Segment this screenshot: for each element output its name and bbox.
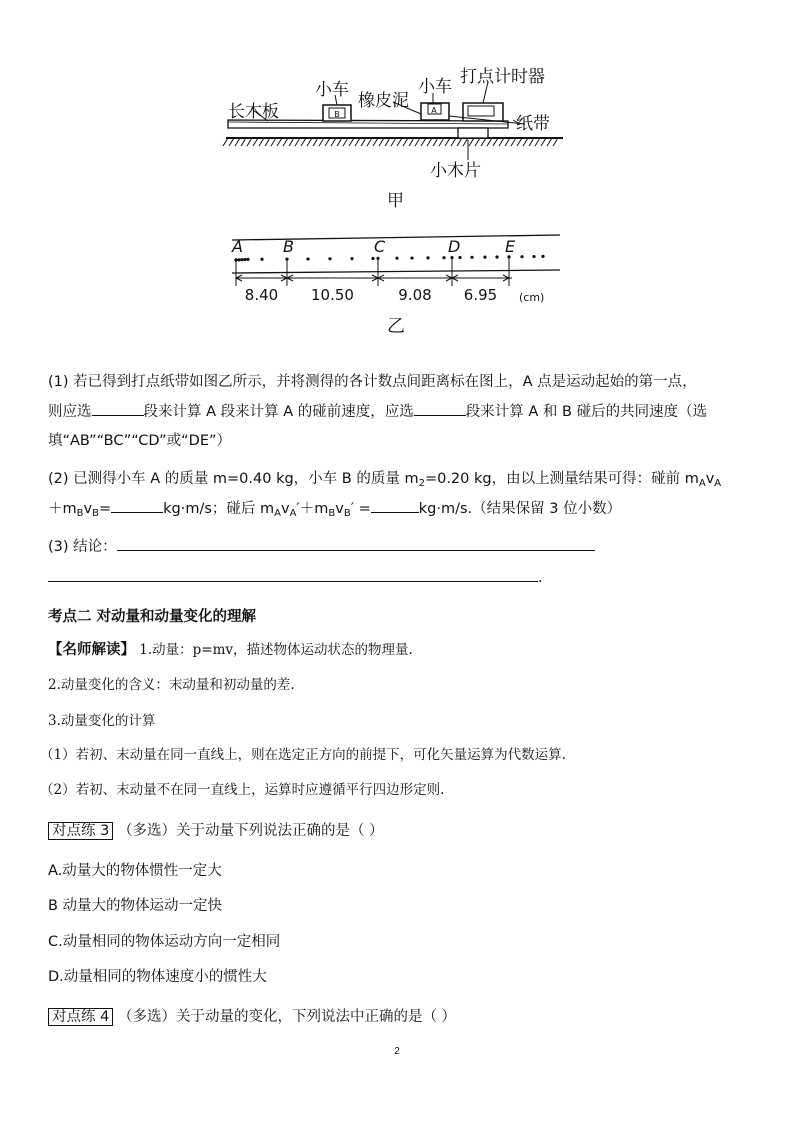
tape-dot	[426, 256, 429, 259]
tape-dot	[371, 257, 374, 260]
tape-dot	[246, 258, 249, 261]
q2-sub-2: 2	[418, 478, 425, 489]
caption-jia: 甲	[387, 191, 404, 211]
q3-end: .	[538, 570, 543, 586]
q2-blank-2[interactable]	[371, 497, 419, 513]
page-number: 2	[394, 1046, 400, 1057]
q1-line1: (1) 若已得到打点纸带如图乙所示，并将测得的各计数点间距离标在图上，A 点是运动起始的第一点，	[48, 374, 697, 390]
tape-dot	[483, 256, 486, 259]
q1-text-a: 则应选	[48, 404, 92, 420]
q1-line2	[48, 400, 707, 423]
tape-dot	[541, 255, 544, 258]
tape-dot	[240, 258, 243, 261]
count-points	[231, 237, 516, 286]
practice3-question: （多选）关于动量下列说法正确的是（ ）	[113, 823, 384, 839]
q3-label: (3) 结论：	[48, 539, 117, 555]
q2-blank-1[interactable]	[111, 497, 163, 513]
tape-dot	[495, 255, 498, 258]
wood-block	[458, 128, 488, 138]
q1-blank-1[interactable]	[92, 400, 144, 416]
q2-sub-a1: A	[698, 478, 706, 489]
tape-dot	[306, 257, 309, 260]
tape-bottom-edge	[232, 270, 560, 273]
note-item1	[48, 639, 413, 661]
point-label-d: D	[448, 237, 461, 256]
q2-text-a: (2) 已测得小车 A 的质量 m=0.40 kg，小车 B 的质量 m	[48, 471, 419, 487]
segment-length: 8.40	[244, 286, 279, 304]
note-item3-1: （1）若初、末动量在同一直线上，则在选定正方向的前提下，可化矢量运算为代数运算.	[40, 747, 566, 763]
practice3-option-a[interactable]: A.动量大的物体惯性一定大	[48, 863, 222, 879]
q1-line3: 填“AB”“BC”“CD”或“DE”）	[48, 433, 232, 449]
q3-line2	[48, 566, 543, 589]
tape-dot	[520, 255, 523, 258]
point-label-a: A	[232, 237, 243, 256]
q1-blank-2[interactable]	[414, 400, 466, 416]
tape-dot	[532, 255, 535, 258]
practice3-option-c[interactable]: C.动量相同的物体运动方向一定相同	[48, 934, 281, 950]
q2-sub-a2: A	[714, 478, 722, 489]
q1-text-c: 段来计算 A 和 B 碰后的共同速度（选	[465, 404, 708, 420]
label-wood-block: 小木片	[430, 161, 481, 181]
q2-text-b: =0.20 kg，由以上测量结果可得：碰前 m	[424, 471, 699, 487]
label-long-board: 长木板	[228, 102, 279, 122]
practice4-stem	[48, 1006, 456, 1028]
practice4-question: （多选）关于动量的变化，下列说法中正确的是（ ）	[113, 1009, 457, 1025]
tape-dot	[458, 256, 461, 259]
q2-text-c: ＋m	[48, 501, 77, 517]
tape-dot	[395, 257, 398, 260]
tape-dot	[470, 256, 473, 259]
note-item2: 2.动量变化的含义：末动量和初动量的差.	[48, 677, 295, 693]
practice3-option-b[interactable]: B 动量大的物体运动一定快	[48, 898, 223, 914]
car-a-letter: A	[431, 106, 437, 115]
ground	[223, 138, 563, 146]
practice3-tag: 对点练 3	[48, 822, 113, 840]
q2-text-d: kg·m/s；碰后 m	[163, 501, 275, 517]
tape-dot	[350, 257, 353, 260]
q3-line1	[48, 535, 595, 558]
label-car-b: 小车	[315, 80, 349, 100]
tape-dot	[243, 258, 246, 261]
practice3-option-d[interactable]: D.动量相同的物体速度小的惯性大	[48, 969, 267, 985]
segment-length: 10.50	[311, 286, 354, 304]
q3-blank-2[interactable]	[48, 566, 538, 582]
label-car-a: 小车	[418, 77, 452, 97]
point-label-b: B	[283, 237, 294, 256]
tape-dot	[410, 256, 413, 259]
tape-dot	[237, 258, 240, 261]
practice4-tag: 对点练 4	[48, 1008, 113, 1026]
q2-line1: (2) 已测得小车 A 的质量 m=0.40 kg，小车 B 的质量 $m_2=0.20$ kg，由以上测量结果可得：碰前 $m_Av_A$	[48, 471, 722, 489]
dimension-lines	[236, 275, 512, 304]
point-label-c: C	[374, 237, 386, 256]
q1-text-b: 段来计算 A 段来计算 A 的碰前速度，应选	[143, 404, 414, 420]
q3-blank-1[interactable]	[117, 535, 595, 551]
q2-line2: $+m_Bv_B= kg\cdot m/s$；碰后 $m_Av_A'+m_Bv_B' = kg\cdot m/s$.（结果保留 3 位小数）	[48, 497, 621, 520]
tape-dot	[442, 256, 445, 259]
car-b-letter: B	[334, 110, 340, 119]
note-item3: 3.动量变化的计算	[48, 713, 156, 729]
label-plasticine: 橡皮泥	[358, 91, 409, 111]
note-item3-2: （2）若初、末动量不在同一直线上，运算时应遵循平行四边形定则.	[40, 782, 445, 798]
point-label-e: E	[505, 237, 516, 256]
practice3-stem	[48, 820, 384, 842]
tape-dot	[328, 257, 331, 260]
caption-yi: 乙	[387, 316, 405, 337]
tape-dots	[234, 255, 544, 262]
experiment-figure	[0, 0, 794, 340]
tape-dot	[260, 258, 263, 261]
section-heading: 考点二 对动量和动量变化的理解	[48, 609, 257, 625]
q2-text-e: kg·m/s.（结果保留 3 位小数）	[418, 501, 622, 517]
label-timer: 打点计时器	[460, 67, 545, 87]
note-item1-text: 1.动量：p=mv，描述物体运动状态的物理量.	[135, 642, 413, 658]
tape-unit: (cm)	[519, 291, 545, 304]
segment-length: 6.95	[463, 286, 498, 304]
segment-length: 9.08	[398, 286, 432, 304]
note-label: 【名师解读】	[48, 642, 135, 658]
label-tape: 纸带	[516, 114, 550, 134]
